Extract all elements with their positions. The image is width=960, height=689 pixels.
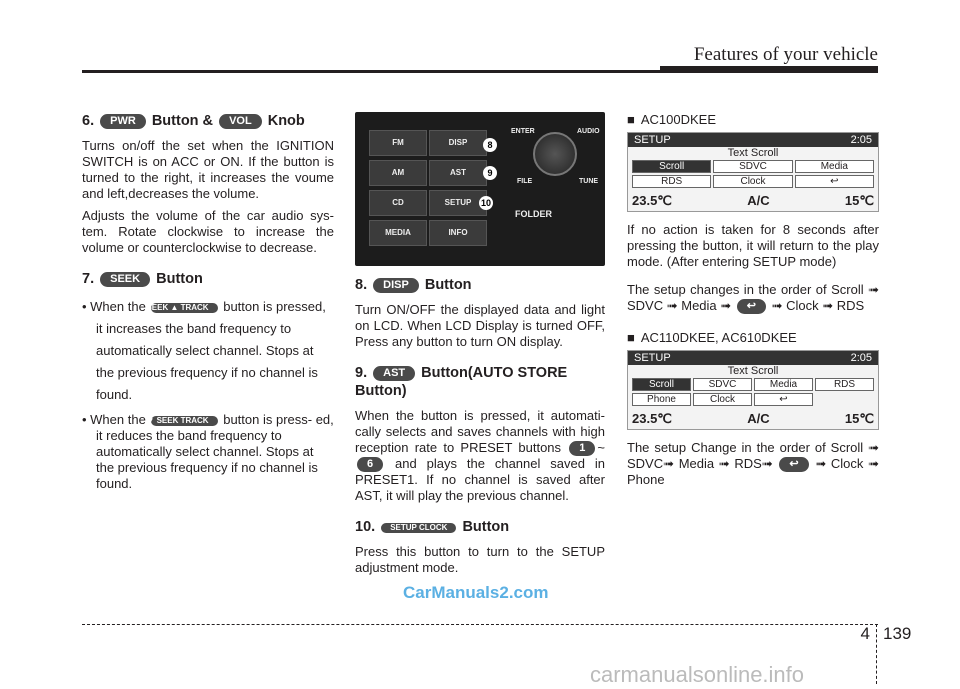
page-divider <box>876 624 878 684</box>
watermark-footer: carmanualsonline.info <box>590 662 805 687</box>
setup-button-glyph: SETUP CLOCK <box>381 523 456 533</box>
photo-tune: TUNE <box>579 178 599 185</box>
lcd2-r2-0: Phone <box>632 393 691 406</box>
pwr-button-glyph: PWR <box>100 114 146 129</box>
square-bullet-icon: ■ <box>627 330 635 345</box>
section-7-heading: 7. SEEK Button <box>82 271 203 287</box>
lcd2-head: Text Scroll <box>727 365 779 377</box>
lcd2-r1-2: Media <box>754 378 813 391</box>
seek-up-glyph: SEEK ▲ TRACK <box>151 303 217 313</box>
page-number: 139 <box>883 624 912 643</box>
watermark: CarManuals2.com <box>403 583 549 602</box>
lcd2-ac: A/C <box>747 411 770 426</box>
lcd1-out: 15℃ <box>844 193 874 208</box>
lcd2-r2-2: ↩ <box>754 393 813 406</box>
column-1 <box>82 112 334 498</box>
lcd1-time: 2:05 <box>850 134 872 146</box>
model-1-title: ■ AC100DKEE <box>627 112 717 127</box>
section-8-heading: 8. DISP Button <box>355 277 472 293</box>
photo-cd: CD <box>369 190 427 216</box>
lcd1-r1-0: Scroll <box>632 160 711 173</box>
preset-1-glyph: 1 <box>569 441 595 456</box>
return-button-glyph: ↩ <box>779 457 808 472</box>
lcd1-r1-2: Media <box>795 160 874 173</box>
running-header: Features of your vehicle <box>693 44 878 65</box>
photo-ast: AST <box>429 160 487 186</box>
lcd2-r1-0: Scroll <box>632 378 691 391</box>
lcd1-r1-1: SDVC <box>713 160 792 173</box>
photo-audio: AUDIO <box>577 128 600 135</box>
lcd2-r1-1: SDVC <box>693 378 752 391</box>
vol-button-glyph: VOL <box>219 114 262 129</box>
lcd2-r1-3: RDS <box>815 378 874 391</box>
return-button-glyph: ↩ <box>737 299 766 314</box>
lcd2-out: 15℃ <box>844 411 874 426</box>
column-2 <box>355 112 605 582</box>
lcd1-temp: 23.5℃ <box>632 193 672 208</box>
lcd2-time: 2:05 <box>850 352 872 364</box>
lcd2-title: SETUP <box>634 352 671 364</box>
lcd2-r2-1: Clock <box>693 393 752 406</box>
section-number: 4 <box>860 624 870 643</box>
seek-down-glyph: ▼ SEEK TRACK <box>151 416 217 426</box>
section-9-heading: 9. AST Button(AUTO STORE Button) <box>355 365 568 399</box>
callout-10: 10 <box>480 198 491 208</box>
lcd1-head: Text Scroll <box>727 147 779 159</box>
callout-9: 9 <box>483 166 497 180</box>
disp-button-glyph: DISP <box>373 278 419 293</box>
photo-setup: SETUP <box>429 190 487 216</box>
photo-disp: DISP <box>429 130 487 156</box>
photo-fm: FM <box>369 130 427 156</box>
photo-file: FILE <box>517 178 533 185</box>
model-2-title: ■ AC110DKEE, AC610DKEE <box>627 330 797 345</box>
section-6-p2: Adjusts the volume of the car audio sys- tem. Rotate clockwise to increase the volume or counterclockwise to decrease. <box>82 208 334 255</box>
section-6-p1: Turns on/off the set when the IGNITION SWITCH is on ACC or ON. If the button is turned to the right, it increases the voume and left,decreases the volume. <box>82 138 334 201</box>
footer-rule <box>82 624 878 625</box>
section-10-p: Press this button to turn to the SETUP adjustment mode. <box>355 544 605 575</box>
model-1-p1: If no action is taken for 8 seconds after pressing the button, it will return to the play mode. (After entering SETUP mode) <box>627 222 879 269</box>
model-1-p2: The setup changes in the order of Scroll ➟ SDVC ➟ Media ➟ ↩ ➟ Clock ➟ RDS <box>627 282 879 313</box>
lcd1-r2-0: RDS <box>632 175 711 188</box>
lcd-display-1 <box>627 132 879 212</box>
square-bullet-icon: ■ <box>627 112 635 127</box>
audio-panel-photo <box>355 112 605 266</box>
lcd1-r2-2: ↩ <box>795 175 874 188</box>
section-10-heading: 10. SETUP CLOCK Button <box>355 519 510 535</box>
lcd1-ac: A/C <box>747 193 770 208</box>
ast-button-glyph: AST <box>373 366 415 381</box>
section-9-p: When the button is pressed, it automati- cally selects and saves channels with high reception rate to PRESET buttons 1 ~6 and plays the channel saved in PRESET1. If no channel is saved after AST, it will play the previous channel. <box>355 408 605 503</box>
seek-button-glyph: SEEK <box>100 272 150 287</box>
callout-8: 8 <box>483 138 497 152</box>
knob-icon <box>533 132 577 176</box>
bullet-seek-up: • When the SEEK ▲ TRACK button is pressed, it increases the band frequency to automatically select channel. Stops at the previous frequency if no channel is found. <box>82 299 326 402</box>
header-rule-bold <box>660 66 878 73</box>
section-8-p: Turn ON/OFF the displayed data and light on LCD. When LCD Display is turned OFF, Press any button to turn ON display. <box>355 302 605 349</box>
photo-am: AM <box>369 160 427 186</box>
lcd2-temp: 23.5℃ <box>632 411 672 426</box>
model-2-p: The setup Change in the order of Scroll ➟ SDVC➟ Media ➟ RDS➟ ↩ ➟ Clock ➟ Phone <box>627 440 879 487</box>
bullet-seek-down: • When the ▼ SEEK TRACK button is press- ed, it reduces the band frequency to automatically select channel. Stops at the previous frequency if no channel is found. <box>82 412 334 491</box>
preset-6-glyph: 6 <box>357 457 383 472</box>
lcd1-title: SETUP <box>634 134 671 146</box>
photo-enter: ENTER <box>511 128 535 135</box>
photo-folder: FOLDER <box>515 209 552 219</box>
photo-info: INFO <box>429 220 487 246</box>
lcd1-r2-1: Clock <box>713 175 792 188</box>
section-6-heading: 6. PWR Button & VOL Knob <box>82 113 305 129</box>
photo-media: MEDIA <box>369 220 427 246</box>
column-3 <box>627 112 879 494</box>
lcd-display-2 <box>627 350 879 430</box>
